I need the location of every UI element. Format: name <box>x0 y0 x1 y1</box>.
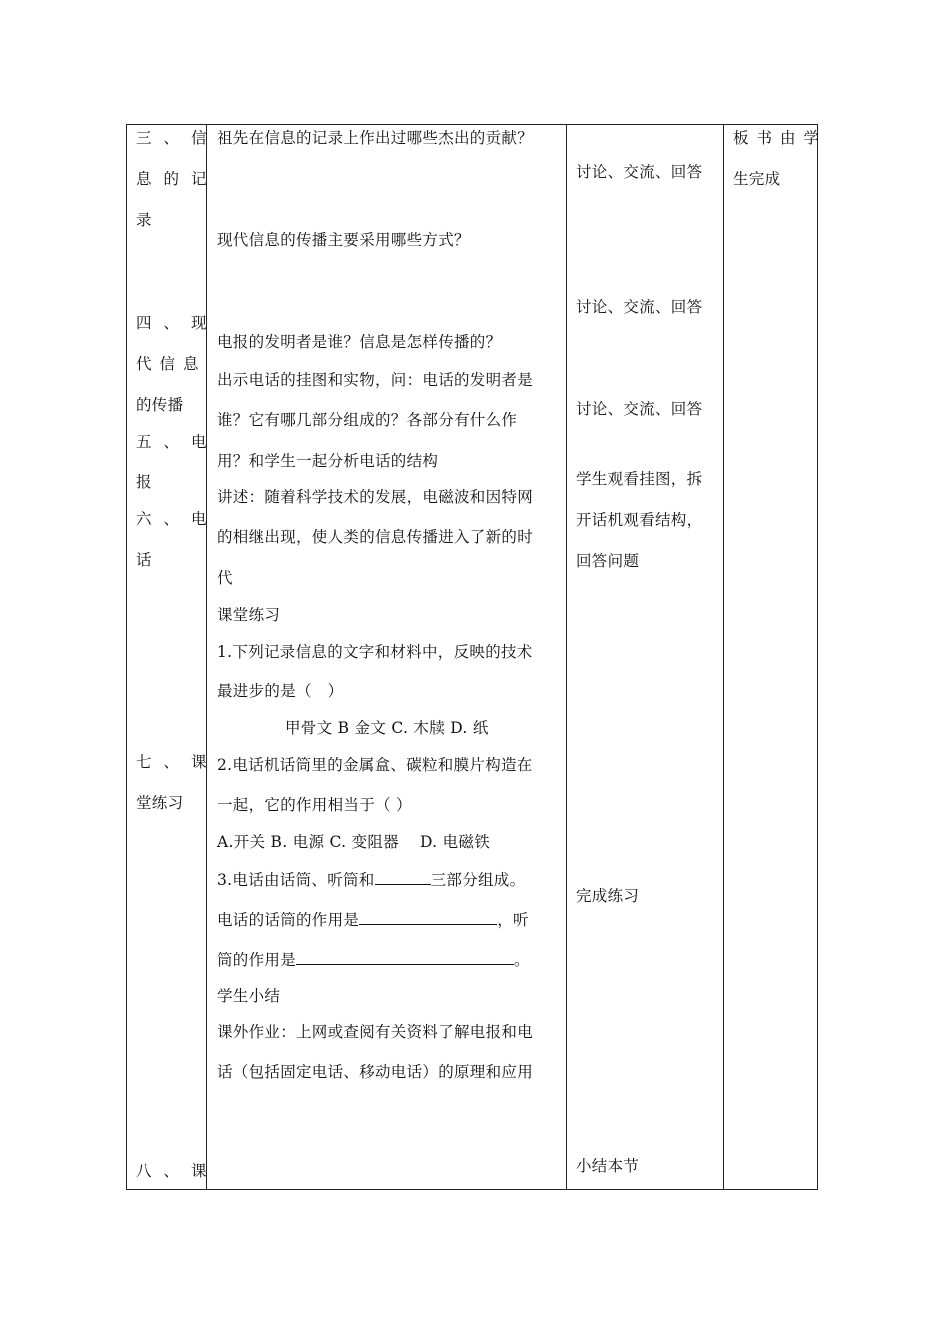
question-text: 现代信息的传播主要采用哪些方式？ <box>217 231 470 249</box>
section-heading: 五、电 <box>136 433 219 451</box>
answer-blank <box>375 869 431 885</box>
content-text: 代 <box>217 569 233 587</box>
activity-text: 小结本节 <box>576 1157 640 1175</box>
section-heading: 报 <box>136 473 152 491</box>
section-heading: 三、信 <box>136 129 219 147</box>
question-text: 祖先在信息的记录上作出过哪些杰出的贡献？ <box>217 129 534 147</box>
section-heading: 四、现 <box>136 314 219 332</box>
exercise-options: A.开关 B. 电源 C. 变阻器 D. 电磁铁 <box>217 833 491 851</box>
note-text: 板书由学 <box>733 129 828 147</box>
section-heading: 录 <box>136 211 152 229</box>
homework-text: 课外作业：上网或查阅有关资料了解电报和电 <box>217 1023 534 1041</box>
exercise-text-part: ，听 <box>497 911 529 929</box>
section-heading: 的传播 <box>136 396 184 414</box>
answer-blank <box>296 949 514 965</box>
section-heading: 代信息 <box>136 355 207 373</box>
exercise-text-part: 3.电话由话筒、听筒和 <box>217 871 375 889</box>
exercise-text: 最进步的是（ ） <box>217 682 344 700</box>
section-heading: 堂练习 <box>136 794 184 812</box>
answer-blank <box>359 909 497 925</box>
activity-text: 开话机观看结构， <box>576 511 703 529</box>
exercise-options: 甲骨文 B 金文 C. 木牍 D. 纸 <box>285 719 489 737</box>
exercise-text-part: 。 <box>514 951 530 969</box>
content-text: 谁？它有哪几部分组成的？各部分有什么作 <box>217 411 518 429</box>
note-text: 生完成 <box>733 170 781 188</box>
section-heading: 息的记 <box>136 170 219 188</box>
exercise-text-part: 三部分组成。 <box>430 871 526 889</box>
content-text: 用？和学生一起分析电话的结构 <box>217 452 439 470</box>
exercise-text <box>217 949 530 970</box>
activity-text: 回答问题 <box>576 552 640 570</box>
section-heading: 话 <box>136 551 152 569</box>
activity-text: 讨论、交流、回答 <box>576 298 703 316</box>
activity-text: 学生观看挂图，拆 <box>576 470 703 488</box>
activity-text: 讨论、交流、回答 <box>576 163 703 181</box>
exercise-text: 一起，它的作用相当于（ ） <box>217 796 412 814</box>
section-heading: 八、课 <box>136 1162 219 1180</box>
homework-text: 话（包括固定电话、移动电话）的原理和应用 <box>217 1063 534 1081</box>
content-text: 出示电话的挂图和实物，问：电话的发明者是 <box>217 371 534 389</box>
section-heading: 六、电 <box>136 510 219 528</box>
exercise-text <box>217 869 525 890</box>
practice-title: 课堂练习 <box>217 606 281 624</box>
question-text: 电报的发明者是谁？信息是怎样传播的？ <box>217 333 502 351</box>
exercise-text: 1.下列记录信息的文字和材料中，反映的技术 <box>217 643 533 661</box>
activity-text: 讨论、交流、回答 <box>576 400 703 418</box>
column-divider <box>723 124 724 1190</box>
column-divider <box>566 124 567 1190</box>
content-text: 的相继出现，使人类的信息传播进入了新的时 <box>217 528 534 546</box>
exercise-text-part: 电话的话筒的作用是 <box>217 911 360 929</box>
column-divider <box>206 124 207 1190</box>
exercise-text-part: 筒的作用是 <box>217 951 297 969</box>
section-heading: 七、课 <box>136 753 219 771</box>
exercise-text: 2.电话机话筒里的金属盒、碳粒和膜片构造在 <box>217 756 533 774</box>
content-text: 讲述：随着科学技术的发展，电磁波和因特网 <box>217 488 534 506</box>
activity-text: 完成练习 <box>576 887 640 905</box>
exercise-text <box>217 909 529 930</box>
summary-title: 学生小结 <box>217 987 281 1005</box>
